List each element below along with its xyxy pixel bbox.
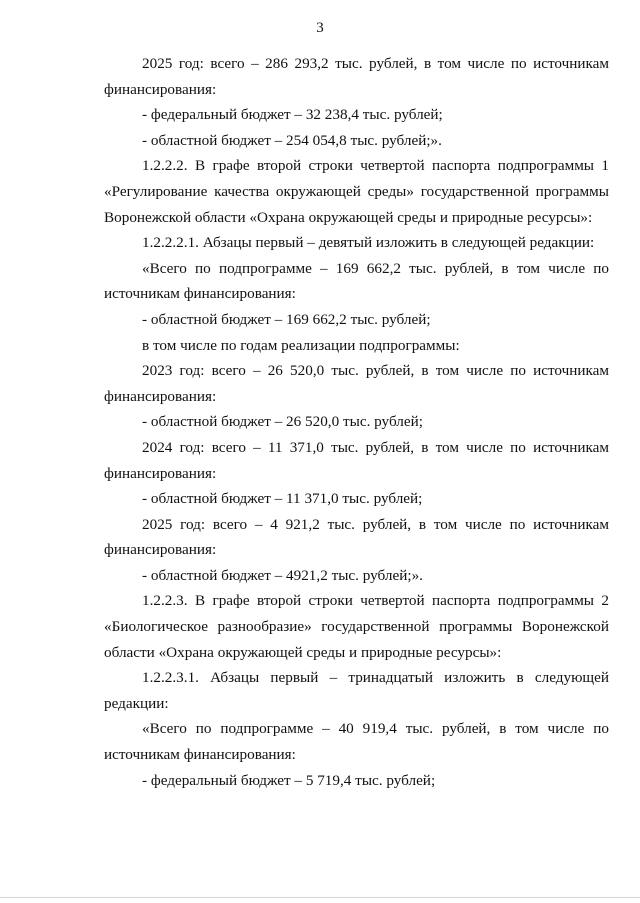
paragraph: - областной бюджет – 169 662,2 тыс. рублей; [142, 310, 431, 328]
paragraph: «Всего по подпрограмме – 169 662,2 тыс. рублей, в том числе по источникам финансирования: [104, 259, 609, 303]
paragraph: «Всего по подпрограмме – 40 919,4 тыс. рублей, в том числе по источникам финансирования: [104, 720, 609, 764]
document-body [104, 51, 609, 793]
paragraph: 1.2.2.3.1. Абзацы первый – тринадцатый изложить в следующей редакции: [104, 669, 609, 712]
paragraph: 2025 год: всего – 286 293,2 тыс. рублей, в том числе по источникам финансирования: [104, 55, 609, 98]
paragraph: 1.2.2.2. В графе второй строки четвертой паспорта подпрограммы 1 «Регулирование качества окружающей среды» государственной программы Воронежской области «Охрана окружающей среды и природные ресурсы»: [104, 157, 609, 226]
paragraph: - федеральный бюджет – 5 719,4 тыс. рублей; [142, 771, 436, 789]
paragraph: - федеральный бюджет – 32 238,4 тыс. рублей; [142, 106, 443, 124]
paragraph: в том числе по годам реализации подпрограммы: [142, 336, 460, 354]
paragraph: - областной бюджет – 11 371,0 тыс. рублей; [142, 490, 423, 508]
bottom-rule [0, 897, 640, 898]
paragraph: 2024 год: всего – 11 371,0 тыс. рублей, в том числе по источникам финансирования: [104, 438, 609, 482]
paragraph: - областной бюджет – 254 054,8 тыс. рублей;». [142, 131, 442, 149]
paragraph: 1.2.2.3. В графе второй строки четвертой паспорта подпрограммы 2 «Биологическое разнообразие» государственной программы Воронежской области «Охрана окружающей среды и природные ресурсы»: [104, 592, 609, 661]
paragraph: - областной бюджет – 4921,2 тыс. рублей;». [142, 566, 423, 584]
paragraph: - областной бюджет – 26 520,0 тыс. рублей; [142, 413, 423, 431]
paragraph: 2023 год: всего – 26 520,0 тыс. рублей, в том числе по источникам финансирования: [104, 362, 609, 405]
paragraph: 1.2.2.2.1. Абзацы первый – девятый изложить в следующей редакции: [142, 234, 595, 252]
page-number: 3 [316, 20, 324, 36]
paragraph: 2025 год: всего – 4 921,2 тыс. рублей, в том числе по источникам финансирования: [104, 515, 609, 559]
